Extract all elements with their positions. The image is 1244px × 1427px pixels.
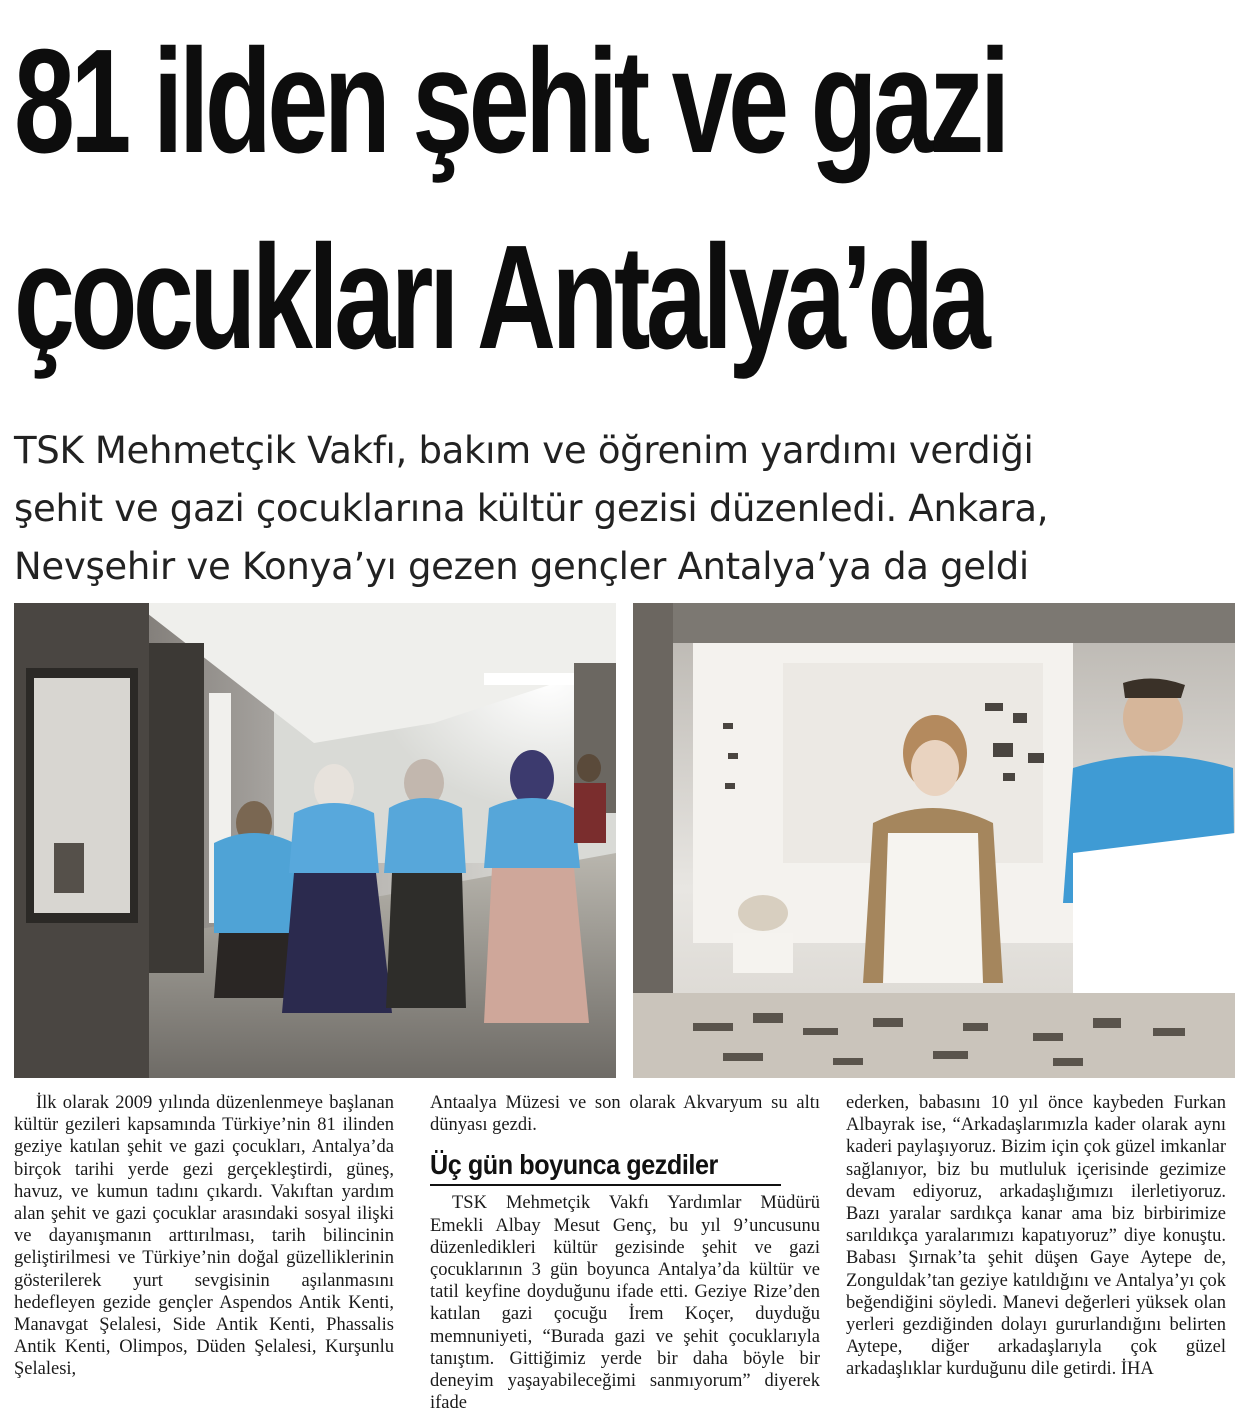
- article-paragraph: TSK Mehmetçik Vakfı Yardımlar Müdürü Emekli Albay Mesut Genç, bu yıl 9’uncusunu düzenledikleri kültür gezisinde şehit ve gazi çocuklarının 3 gün boyunca Antalya’da kültür ve tatil keyfine doyduğunu ifade etti. Geziye Rize’den katılan gazi çocuğu İrem Koçer, duyduğu memnuniyeti, “Burada gazi ve şehit çocuklarıyla tanıştım. Gittiğimiz yerde bir daha böyle bir deneyim yaşayabileceğimi sanmıyorum” diyerek ifade: [430, 1193, 820, 1414]
- headline: [14, 4, 1006, 396]
- headline-line-1: 81 ilden şehit ve gazi: [14, 19, 1006, 184]
- article-column-2: [430, 1092, 820, 1414]
- photo-museum-corridor: [14, 603, 616, 1078]
- photo-corridor-image: [14, 603, 616, 1078]
- subheadline: [14, 422, 1234, 596]
- photo-museum-display: [633, 603, 1235, 1078]
- article-paragraph: ederken, babasını 10 yıl önce kaybeden Furkan Albayrak ise, “Arkadaşlarımızla kader olarak aynı kaderi paylaşıyoruz. Bizim için çok güzel imkanlar sağlanıyor, biz bu mutluluk içerisinde gezimize devam ediyoruz, arkadaşlığımızı ilerletiyoruz. Bazı yaralar sardıkça kanar ama biz birbirimize sarıldıkça yaralarımızı kapatıyoruz” diye konuştu. Babası Şırnak’ta şehit düşen Gaye Aytepe de, Zonguldak’tan geziye katıldığını ve Antalya’yı çok beğendiğini söyledi. Manevi değerleri yüksek olan yerleri gezdiğinden dolayı gururlandığını belirten Aytepe, diğer arkadaşlarıyla çok güzel arkadaşlıklar kurduğunu dile getirdi. İHA: [846, 1093, 1226, 1380]
- article-column-3: [846, 1092, 1226, 1381]
- section-subtitle: Üç gün boyunca gezdiler: [430, 1148, 781, 1186]
- subheadline-line-1: TSK Mehmetçik Vakfı, bakım ve öğrenim yardımı verdiği: [14, 429, 1034, 472]
- headline-line-2: çocukları Antalya’da: [14, 215, 987, 380]
- photo-display-image: [633, 603, 1235, 1078]
- subheadline-line-2: şehit ve gazi çocuklarına kültür gezisi düzenledi. Ankara,: [14, 487, 1049, 530]
- subheadline-line-3: Nevşehir ve Konya’yı gezen gençler Antalya’ya da geldi: [14, 545, 1029, 588]
- article-paragraph: Antaalya Müzesi ve son olarak Akvaryum su altı dünyası gezdi.: [430, 1093, 820, 1136]
- article-column-1: [14, 1092, 394, 1381]
- article-paragraph: İlk olarak 2009 yılında düzenlenmeye başlanan kültür gezileri kapsamında Türkiye’nin 81 ilinden geziye katılan şehit ve gazi çocukları, Antalya’da birçok tarihi yerde gezi gerçekleştirdi, güneş, havuz, ve kumun tadını çıkardı. Vakıftan yardım alan şehit ve gazi çocuklar arasındaki sosyal ilişki ve dayanışmanın arttırılması, tarih bilincinin geliştirilmesi ve Türkiye’nin doğal güzelliklerinin gösterilerek yurt sevgisinin aşılanmasını hedefleyen gezide gençler Aspendos Antik Kenti, Manavgat Şelalesi, Side Antik Kenti, Phassalis Antik Kenti, Olimpos, Düden Şelalesi, Kurşunlu Şelalesi,: [14, 1093, 394, 1380]
